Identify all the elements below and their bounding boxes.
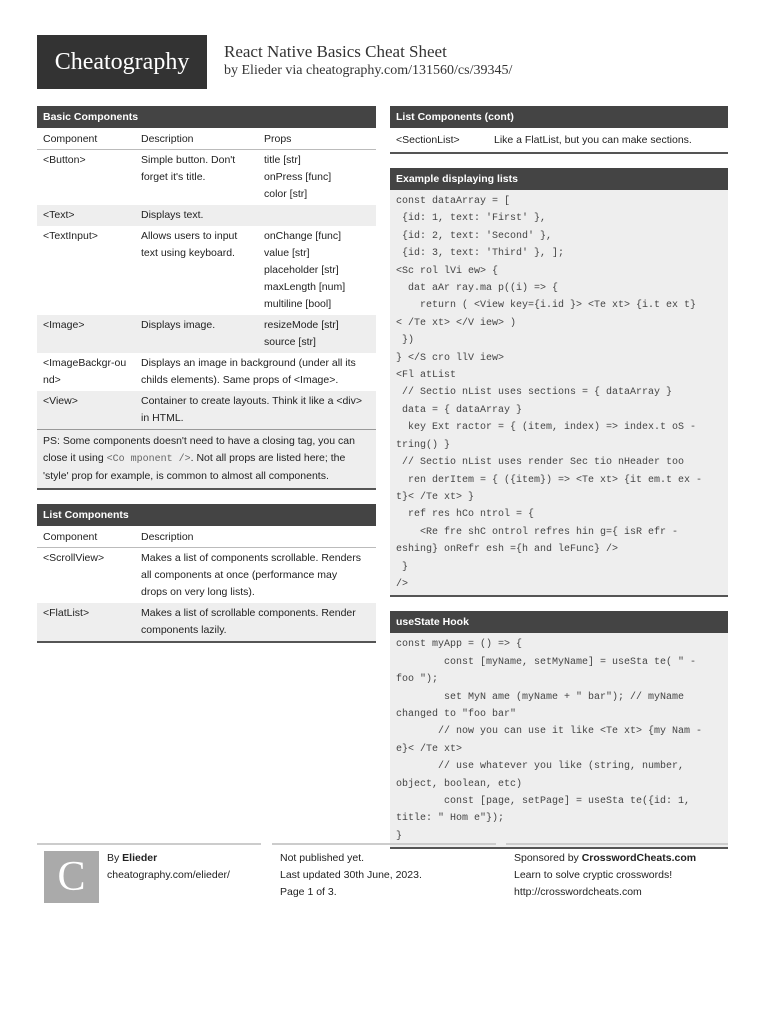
description-cell: Container to create layouts. Think it like a <div> in HTML. (135, 391, 376, 429)
component-cell: <Image> (37, 315, 135, 353)
description-cell: Makes a list of components scrollable. Renders all components at once (performance may drops on very long lists). (141, 552, 362, 598)
component-cell: <ScrollView> (43, 552, 105, 564)
footer-divider (272, 843, 496, 845)
basic-components-note: PS: Some components doesn't need to have a closing tag, you can close it using <Co mponent />. Not all props are listed here; the 'style' prop for example, is common to almost all components. (37, 429, 376, 488)
code-line: /> (396, 578, 409, 590)
list-components-cont-heading: List Components (cont) (390, 106, 728, 128)
description-cell: Displays text. (135, 205, 376, 226)
code-line: object, boolean, etc) (396, 778, 523, 790)
col-header-component: Component (37, 128, 135, 150)
description-cell: Simple button. Don't forget it's title. (141, 154, 236, 183)
code-line: // now you can use it like <Te xt> {my Nam - (396, 726, 703, 738)
description-cell: Allows users to input text using keyboard. (141, 230, 238, 259)
list-components-table (37, 526, 376, 641)
code-line: key Ext ractor = { (item, index) => index.t oS - (396, 422, 697, 434)
code-line: // use whatever you like (string, number, (396, 761, 685, 773)
code-line: dat aAr ray.ma p((i) => { (396, 283, 559, 295)
list-components-cont-table (390, 128, 728, 152)
code-line: }) (396, 335, 415, 347)
table-row (37, 353, 376, 391)
usestate-heading: useState Hook (390, 611, 728, 633)
footer-divider (37, 843, 261, 845)
code-line: <Sc rol lVi ew> { (396, 265, 499, 277)
right-column (390, 106, 728, 863)
footer-divider (506, 843, 728, 845)
example-lists-heading: Example displaying lists (390, 168, 728, 190)
code-line: <Fl atList (396, 370, 457, 382)
props-cell: onChange [func] value [str] placeholder [str] maxLength [num] multiline [bool] (264, 230, 346, 310)
page-title: React Native Basics Cheat Sheet (224, 42, 447, 61)
list-components-heading: List Components (37, 504, 376, 526)
code-line: foo "); (396, 674, 439, 686)
description-cell: Like a FlatList, but you can make sections. (494, 134, 692, 146)
props-cell: title [str] onPress [func] color [str] (264, 154, 332, 200)
component-cell: <Button> (43, 154, 86, 166)
code-line: changed to "foo bar" (396, 708, 517, 720)
code-line: const dataArray = [ (396, 196, 511, 207)
sponsor-link[interactable]: CrosswordCheats.com (581, 852, 697, 864)
code-line: ren derItem = { ({item}) => <Te xt> {it em.t ex - (396, 474, 703, 486)
code-line: } (396, 561, 409, 573)
code-line: {id: 3, text: 'Third' }, ]; (396, 248, 565, 260)
code-line: eshing} onRefr esh ={h and leFunc} /> (396, 544, 619, 556)
col-header-component: Component (37, 526, 135, 548)
code-line: tring() } (396, 439, 451, 451)
table-row (37, 315, 376, 353)
col-header-props: Props (258, 128, 376, 150)
usestate-section (390, 611, 728, 849)
description-cell: Displays image. (135, 315, 258, 353)
code-line: <Re fre shC ontrol refres hin g={ isR efr - (396, 526, 679, 538)
footer-status: Not published yet. Last updated 30th June, 2023. Page 1 of 3. (280, 852, 422, 898)
closing-tag-code: <Co mponent /> (106, 454, 191, 465)
table-row (37, 391, 376, 429)
code-line: {id: 1, text: 'First' }, (396, 213, 547, 225)
component-cell: <View> (37, 391, 135, 429)
description-cell: Makes a list of scrollable components. Render components lazily. (135, 603, 376, 641)
author-link[interactable]: Elieder (122, 852, 158, 864)
list-components-section (37, 504, 376, 643)
sponsor-url-link[interactable]: http://crosswordcheats.com (514, 886, 642, 898)
cheatography-logo[interactable]: Cheatography (37, 35, 207, 89)
basic-components-table (37, 128, 376, 429)
author-url-link[interactable]: cheatography.com/elieder/ (107, 869, 230, 881)
page-subtitle: by Elieder via cheatography.com/131560/cs/39345/ (224, 63, 513, 78)
author-avatar[interactable]: C (44, 851, 99, 903)
left-column (37, 106, 376, 657)
footer-sponsor: Sponsored by CrosswordCheats.com Learn to solve cryptic crosswords! http://crosswordcheats.com (514, 850, 696, 901)
basic-components-heading: Basic Components (37, 106, 376, 128)
table-row (37, 603, 376, 641)
code-line: // Sectio nList uses render Sec tio nHeader too (396, 457, 685, 469)
code-line: } </S cro llV iew> (396, 352, 505, 364)
props-cell: resizeMode [str] source [str] (258, 315, 376, 353)
code-line: t}< /Te xt> } (396, 491, 475, 503)
col-header-description: Description (135, 128, 258, 150)
code-line: const myApp = () => { (396, 639, 523, 651)
footer-author: By Elieder cheatography.com/elieder/ (107, 850, 230, 884)
code-line: data = { dataArray } (396, 404, 523, 416)
code-line: } (396, 830, 403, 842)
col-header-description: Description (135, 526, 376, 548)
example-lists-code (390, 190, 728, 595)
code-line: title: " Hom e"}); (396, 813, 505, 825)
component-cell: <TextInput> (43, 230, 98, 242)
example-lists-section (390, 168, 728, 597)
usestate-code (390, 633, 728, 847)
table-row (37, 226, 376, 315)
table-row (37, 150, 376, 206)
code-line: < /Te xt> </V iew> ) (396, 317, 517, 329)
code-line: e}< /Te xt> (396, 743, 463, 755)
table-row (37, 548, 376, 604)
table-row (390, 128, 728, 152)
component-cell: <ImageBackgr-ound> (43, 357, 127, 386)
code-line: return ( <View key={i.id }> <Te xt> {i.t ex t} (396, 300, 697, 312)
list-components-cont-section (390, 106, 728, 154)
code-line: ref res hCo ntrol = { (396, 509, 535, 521)
component-cell: <SectionList> (396, 134, 460, 146)
code-line: set MyN ame (myName + " bar"); // myName (396, 691, 685, 703)
code-line: const [page, setPage] = useSta te({id: 1, (396, 796, 691, 807)
component-cell: <Text> (37, 205, 135, 226)
basic-components-section (37, 106, 376, 490)
code-line: // Sectio nList uses sections = { dataArray } (396, 387, 673, 399)
description-cell: Displays an image in background (under all its childs elements). Same props of <Image>. (141, 357, 356, 386)
code-line: {id: 2, text: 'Second' }, (396, 230, 553, 242)
component-cell: <FlatList> (37, 603, 135, 641)
table-row (37, 205, 376, 226)
code-line: const [myName, setMyName] = useSta te( " - (396, 656, 697, 668)
